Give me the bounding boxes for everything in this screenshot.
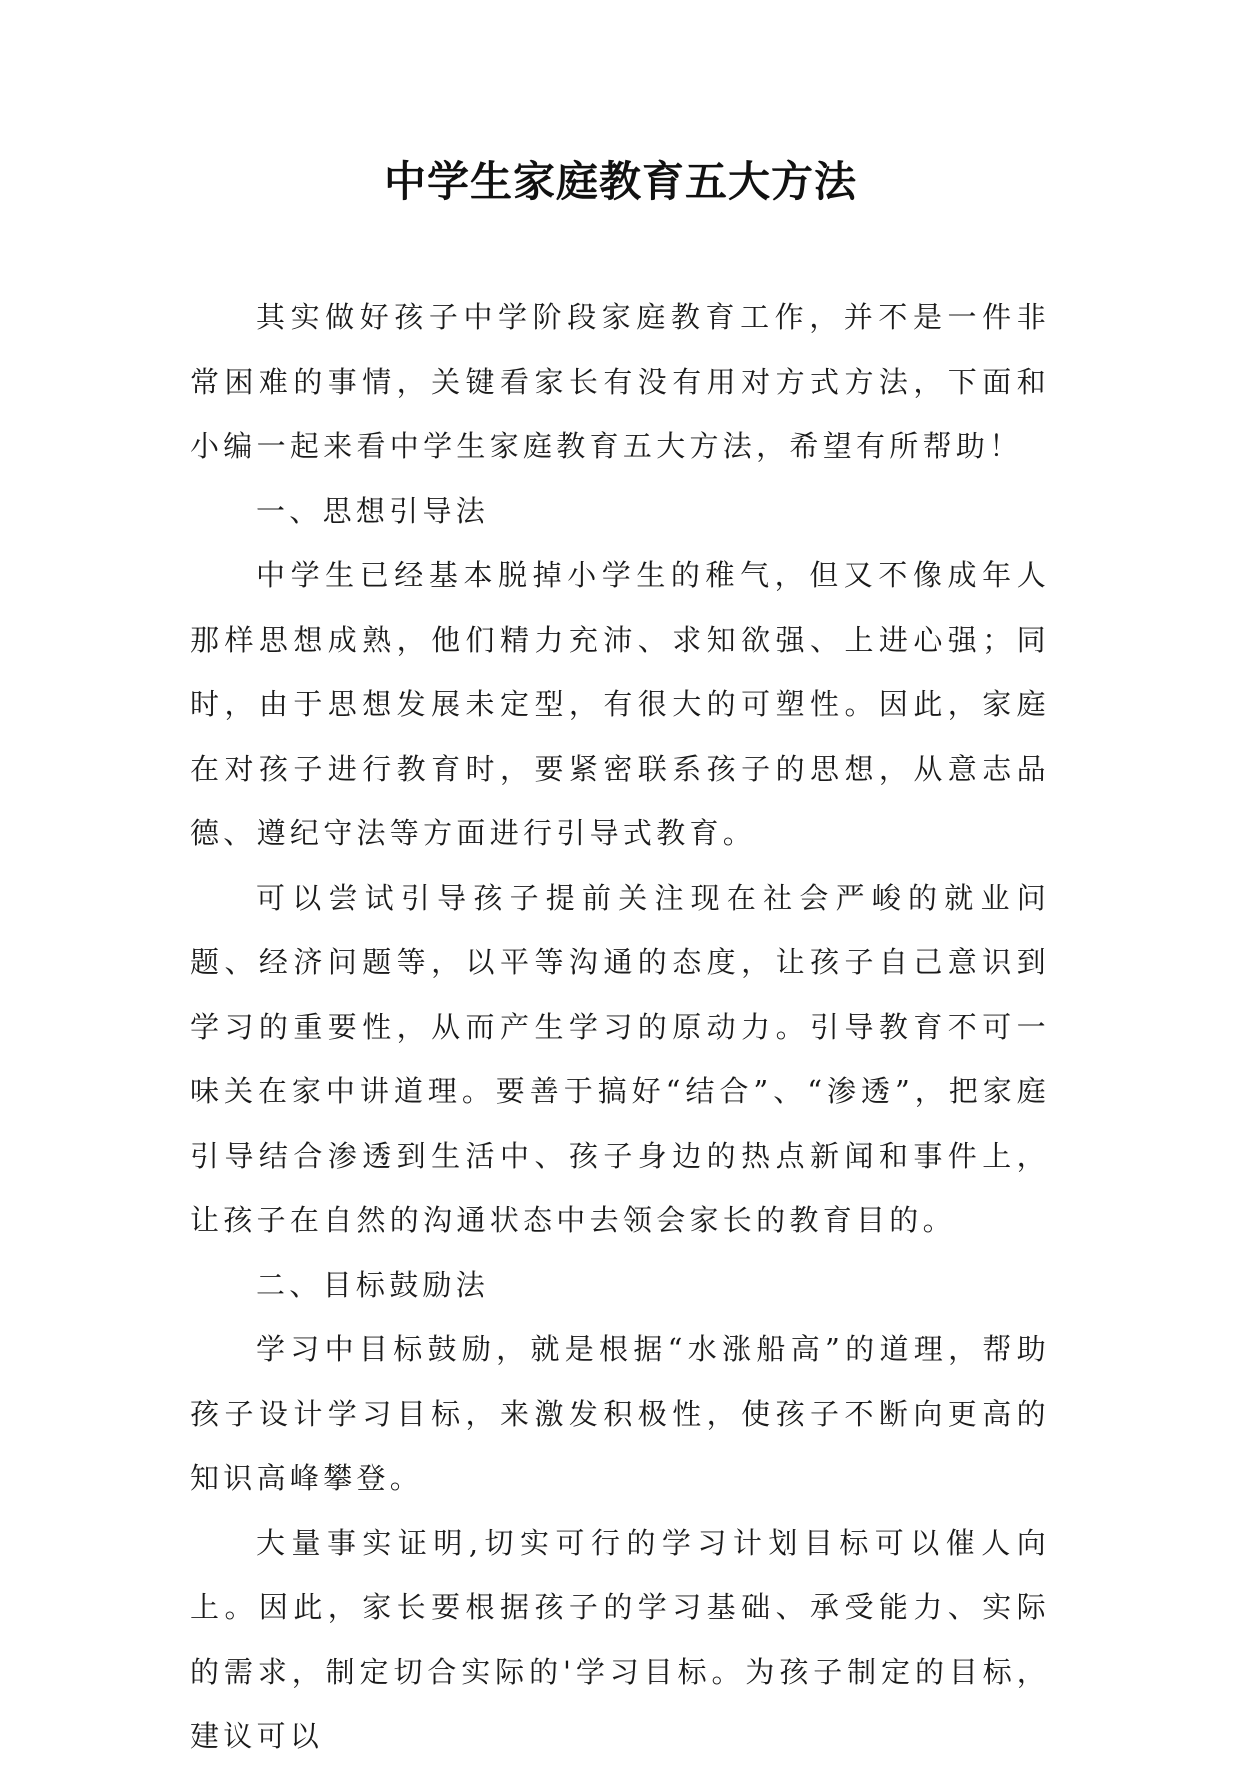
section-1-paragraph-1: 中学生已经基本脱掉小学生的稚气，但又不像成年人那样思想成熟，他们精力充沛、求知欲强、上进心强；同时，由于思想发展未定型，有很大的可塑性。因此，家庭在对孩子进行教育时，要紧密联系孩子的思想，从意志品德、遵纪守法等方面进行引导式教育。 (190, 558, 1050, 850)
document-title: 中学生家庭教育五大方法 (383, 157, 857, 206)
document-body (190, 285, 1050, 1769)
section-heading-2: 二、目标鼓励法 (256, 1267, 490, 1302)
section-heading-1: 一、思想引导法 (256, 493, 490, 528)
intro-paragraph: 其实做好孩子中学阶段家庭教育工作，并不是一件非常困难的事情，关键看家长有没有用对方式方法，下面和小编一起来看中学生家庭教育五大方法，希望有所帮助！ (190, 300, 1050, 463)
section-2-paragraph-1: 学习中目标鼓励，就是根据“水涨船高”的道理，帮助孩子设计学习目标，来激发积极性，使孩子不断向更高的知识高峰攀登。 (190, 1332, 1050, 1495)
section-1-paragraph-2: 可以尝试引导孩子提前关注现在社会严峻的就业问题、经济问题等，以平等沟通的态度，让孩子自己意识到学习的重要性，从而产生学习的原动力。引导教育不可一味关在家中讲道理。要善于搞好“结合”、“渗透”，把家庭引导结合渗透到生活中、孩子身边的热点新闻和事件上，让孩子在自然的沟通状态中去领会家长的教育目的。 (190, 880, 1050, 1237)
section-2-paragraph-2: 大量事实证明,切实可行的学习计划目标可以催人向上。因此，家长要根据孩子的学习基础、承受能力、实际的需求，制定切合实际的'学习目标。为孩子制定的目标，建议可以 (190, 1525, 1050, 1753)
